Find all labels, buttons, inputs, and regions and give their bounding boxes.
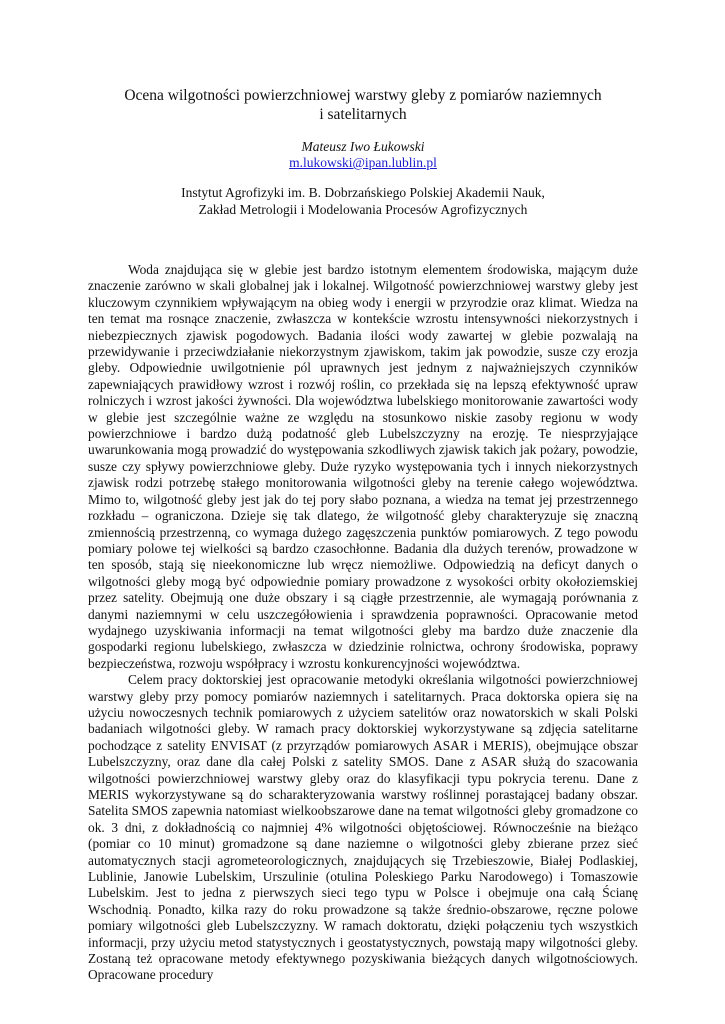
email-link[interactable]: m.lukowski@ipan.lublin.pl [289,155,437,170]
author-email [88,155,638,171]
body-text [88,262,638,984]
affiliation [88,185,638,218]
paragraph-1: Woda znajdująca się w glebie jest bardzo istotnym elementem środowiska, mającym duże znaczenie zarówno w skali globalnej jak i lokalnej. Wilgotność powierzchniowej warstwy gleby jest kluczowym czynnikiem wpływającym na obieg wody i energii w przyrodzie oraz klimat. Wiedza na ten temat ma rosnące znaczenie, zwłaszcza w kontekście wzrostu intensywności niekorzystnych i niebezpiecznych zjawisk pogodowych. Badania ilości wody zawartej w glebie pozwalają na przewidywanie i przeciwdziałanie niekorzystnym zjawiskom, takim jak powodzie, susze czy erozja gleby. Odpowiednie uwilgotnienie pól uprawnych jest jednym z najważniejszych czynników zapewniających prawidłowy wzrost i rozwój roślin, co przekłada się na lepszą efektywność upraw rolniczych i wzrost jakości żywności. Dla województwa lubelskiego monitorowanie zawartości wody w glebie jest szczególnie ważne ze względu na stosunkowo niskie zasoby regionu w wody powierzchniowe i bardzo dużą podatność gleb Lubelszczyzny na erozję. Te niesprzyjające uwarunkowania mogą prowadzić do występowania szkodliwych zjawisk takich jak pożary, powodzie, susze czy spływy powierzchniowe gleby. Duże ryzyko występowania tych i innych niekorzystnych zjawisk rodzi potrzebę stałego monitorowania wilgotności gleby na terenie całego województwa. Mimo to, wilgotność gleby jest jak do tej pory słabo poznana, a wiedza na temat jej przestrzennego rozkładu – ograniczona. Dzieje się tak dlatego, że wilgotność gleby charakteryzuje się znaczną zmiennością przestrzenną, co wymaga dużego zagęszczenia punktów pomiarowych. Z tego powodu pomiary polowe tej wielkości są bardzo czasochłonne. Badania dla dużych terenów, prowadzone w ten sposób, stają się nieekonomiczne lub wręcz niemożliwe. Odpowiedzią na deficyt danych o wilgotności gleby mogą być odpowiednie pomiary prowadzone z wysokości orbity okołoziemskiej przez satelity. Obejmują one duże obszary i są ciągłe przestrzennie, ale wymagają porównania z danymi naziemnymi w celu uszczegółowienia i sprawdzenia poprawności. Opracowanie metod wydajnego uzyskiwania informacji na temat wilgotności gleby ma bardzo duże znaczenie dla gospodarki regionu lubelskiego, zwłaszcza w dziedzinie rolnictwa, ochrony środowiska, poprawy bezpieczeństwa, rozwoju współpracy i wzrostu konkurencyjności województwa. [88,262,638,671]
affiliation-line-2: Zakład Metrologii i Modelowania Procesów Agrofizycznych [198,201,528,217]
title-line-2: i satelitarnych [319,106,407,123]
paragraph-2: Celem pracy doktorskiej jest opracowanie metodyki określania wilgotności powierzchniowej warstwy gleby przy pomocy pomiarów naziemnych i satelitarnych. Praca doktorska opiera się na użyciu nowoczesnych technik pomiarowych z użyciem satelitów oraz nowatorskich w skali Polski badaniach wilgotności gleby. W ramach pracy doktorskiej wykorzystywane są zdjęcia satelitarne pochodzące z satelity ENVISAT (z przyrządów pomiarowych ASAR i MERIS), obejmujące obszar Lubelszczyzny, oraz dane dla całej Polski z satelity SMOS. Dane z ASAR służą do szacowania wilgotności powierzchniowej warstwy gleby oraz do klasyfikacji typu pokrycia terenu. Dane z MERIS wykorzystywane są do scharakteryzowania warstwy roślinnej porastającej badany obszar. Satelita SMOS zapewnia natomiast wielkoobszarowe dane na temat wilgotności gleby gromadzone co ok. 3 dni, z dokładnością co najmniej 4% wilgotności objętościowej. Równocześnie na bieżąco (pomiar co 10 minut) gromadzone są dane naziemne o wilgotności gleby zbierane przez sieć automatycznych stacji agrometeorologicznych, znajdujących się Trzebieszowie, Białej Podlaskiej, Lublinie, Janowie Lubelskim, Urszulinie (otulina Poleskiego Parku Narodowego) i Tomaszowie Lubelskim. Jest to jedna z pierwszych sieci tego typu w Polsce i obejmuje ona całą Ścianę Wschodnią. Ponadto, kilka razy do roku prowadzone są także średnio-obszarowe, ręczne polowe pomiary wilgotności gleb Lubelszczyzny. W ramach doktoratu, dzięki połączeniu tych wszystkich informacji, przy użyciu metod statystycznych i geostatystycznych, powstają mapy wilgotności gleby. Zostaną też opracowane metody efektywnego pozyskiwania bieżących danych wilgotnościowych. Opracowane procedury [88,672,638,983]
paper-title [88,86,638,124]
author-name: Mateusz Iwo Łukowski [301,139,425,154]
affiliation-line-1: Instytut Agrofizyki im. B. Dobrzańskiego Polskiej Akademii Nauk, [181,185,545,200]
title-line-1: Ocena wilgotności powierzchniowej warstwy gleby z pomiarów naziemnych [124,87,602,104]
